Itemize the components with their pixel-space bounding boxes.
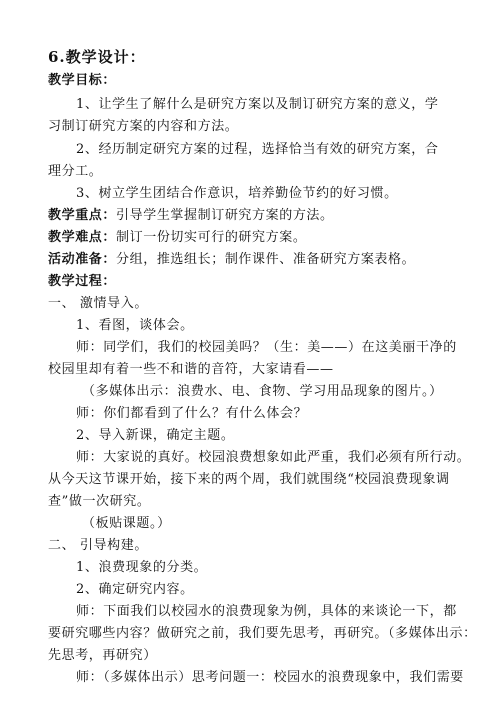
section-1-teacher-1-line-2: 校园里却有着一些不和谐的音符，大家请看—— [48,362,334,377]
key-point-line [48,207,460,225]
section-2-item-1: 1、浪费现象的分类。 [76,560,208,575]
section-2-teacher-1-line-2: 要研究哪些内容？做研究之前，我们要先思考，再研究。（多媒体出示： [48,626,477,641]
section-1-item-2: 2、导入新课，确定主题。 [76,428,235,443]
preparation-line [48,251,460,269]
section-2-item-2: 2、确定研究内容。 [76,582,194,597]
goal-item-3: 3、树立学生团结合作意识，培养勤俭节约的好习惯。 [76,186,398,201]
goal-item-1-line-1: 1、让学生了解什么是研究方案以及制订研究方案的意义，学 [76,97,439,112]
goal-item-2-line-2: 理分工。 [48,164,103,179]
section-2-heading: 二、 引导构建。 [48,538,148,553]
goal-item-2-line-1: 2、经历制定研究方案的过程，选择恰当有效的研究方案，合 [76,142,439,157]
section-1-board-note: （板贴课题。） [82,516,171,531]
difficulty-label: 教学难点： [48,230,117,245]
section-heading: 6.教学设计： [48,48,146,66]
section-1-teacher-1-line-1: 师：同学们，我们的校园美吗？（生：美——）在这美丽干净的 [76,340,457,355]
section-1-teacher-3-line-2: 从今天这节课开始，接下来的两个周，我们就围绕“校园浪费现象调 [48,472,450,487]
section-2-teacher-2: 师：（多媒体出示）思考问题一：校园水的浪费现象中，我们需要 [76,670,464,685]
preparation-label: 活动准备： [48,252,117,267]
process-label: 教学过程： [48,274,117,289]
goals-label: 教学目标： [48,73,117,88]
section-2-teacher-1-line-1: 师：下面我们以校园水的浪费现象为例，具体的来谈论一下，都 [76,604,457,619]
section-1-teacher-2: 师：你们都看到了什么？有什么体会？ [76,406,308,421]
section-1-media-note: （多媒体出示：浪费水、电、食物、学习用品现象的图片。） [82,384,443,399]
section-1-teacher-3-line-1: 师：大家说的真好。校园浪费想象如此严重，我们必须有所行动。 [76,450,471,465]
key-point-text: 引导学生掌握制订研究方案的方法。 [116,208,334,223]
section-1-item-1: 1、看图，谈体会。 [76,318,194,333]
key-point-label: 教学重点： [48,208,117,223]
goal-item-1-line-2: 习制订研究方案的内容和方法。 [48,119,239,134]
section-2-teacher-1-line-3: 先思考，再研究） [48,648,157,663]
difficulty-text: 制订一份切实可行的研究方案。 [116,230,307,245]
section-1-teacher-3-line-3: 查”做一次研究。 [48,494,151,509]
section-1-heading: 一、 激情导入。 [48,296,148,311]
difficulty-line [48,229,460,247]
preparation-text: 分组，推选组长；制作课件、准备研究方案表格。 [116,252,416,267]
